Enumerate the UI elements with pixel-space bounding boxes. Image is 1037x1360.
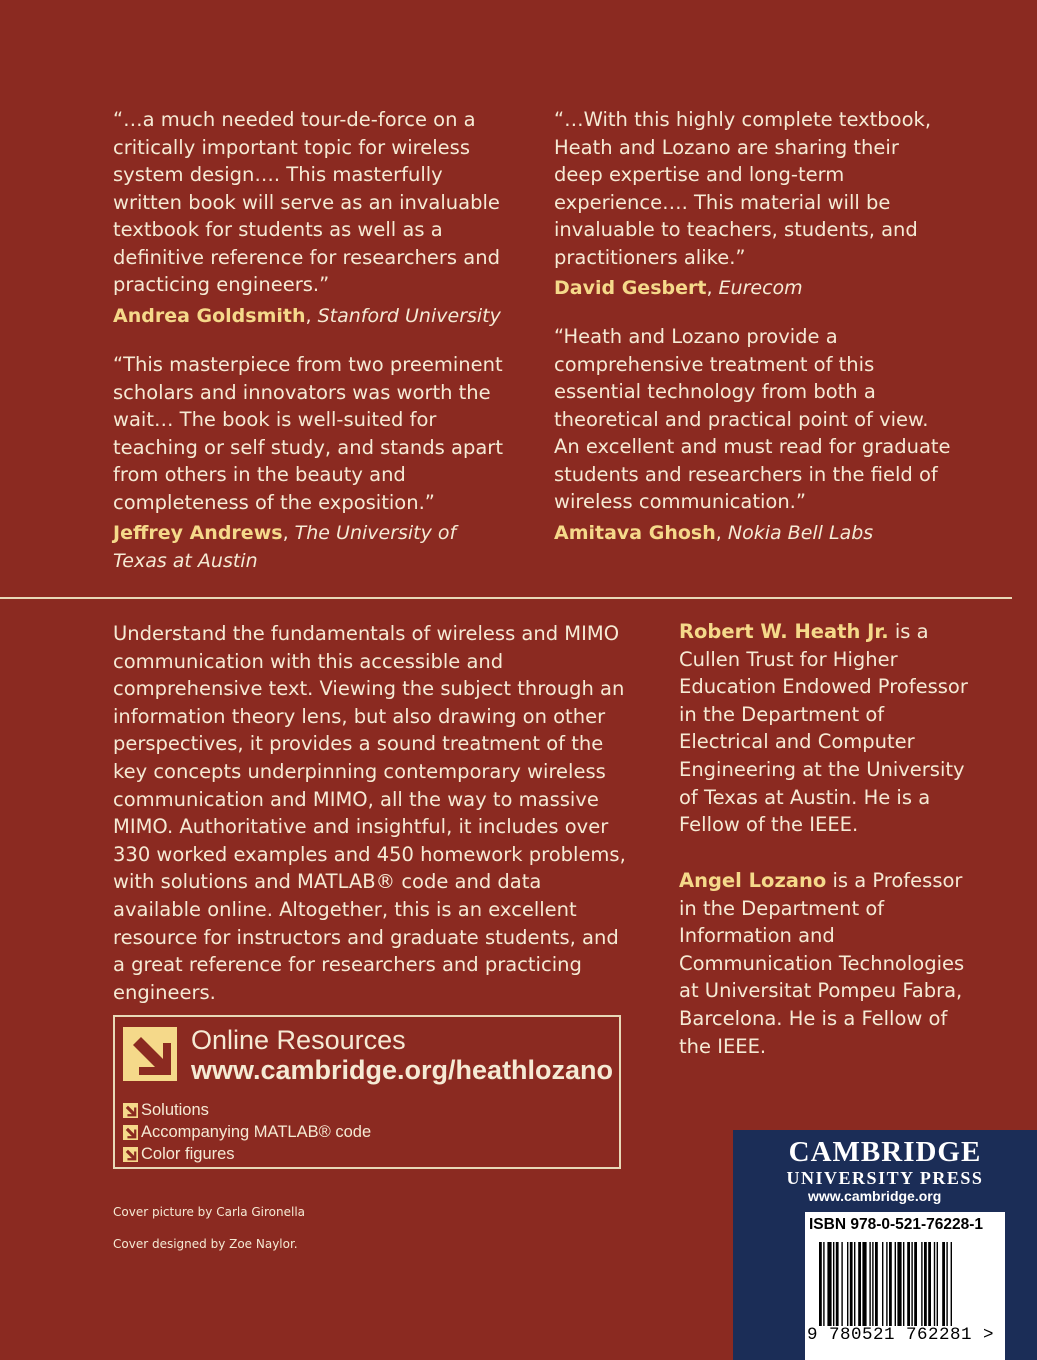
- arrow-down-right-icon: [123, 1147, 138, 1162]
- publisher-block: [733, 1130, 1037, 1360]
- arrow-down-right-icon: [123, 1103, 138, 1118]
- barcode-bar: [946, 1242, 947, 1326]
- quote-text: “…a much needed tour-de-force on a critically important topic for wireless system design…. This masterfully written book will serve as an invaluable textbook for students as well as a definitive reference for researchers and practicing engineers.”: [113, 108, 500, 296]
- barcode-bar: [921, 1242, 922, 1326]
- barcode-bar: [850, 1242, 853, 1326]
- resource-item-label: Solutions: [141, 1101, 209, 1119]
- quote-andrews: [113, 351, 505, 575]
- publisher-press: UNIVERSITY PRESS: [786, 1168, 984, 1188]
- barcode-bar: [924, 1242, 927, 1326]
- quote-affiliation: Eurecom: [718, 277, 803, 299]
- quote-text: “This masterpiece from two preeminent scholars and innovators was worth the wait… The book is well-suited for teaching or self study, and stands apart from others in the beauty and completeness of the exposition.”: [113, 353, 503, 514]
- online-resources-url[interactable]: www.cambridge.org/heathlozano: [191, 1055, 614, 1085]
- barcode-bar: [854, 1242, 855, 1326]
- barcode-bar: [833, 1242, 834, 1326]
- quote-author: Jeffrey Andrews: [113, 522, 283, 544]
- section-divider: [0, 597, 1012, 599]
- book-description: Understand the fundamentals of wireless and MIMO communication with this accessible and comprehensive text. Viewing the subject through an information theory lens, but also drawing on other perspectives, it provides a sound treatment of the key concepts underpinning contemporary wireless communication and MIMO, all the way to massive MIMO. Authoritative and insightful, it includes over 330 worked examples and 450 homework problems, with solutions and MATLAB® code and data available online. Altogether, this is an excellent resource for instructors and graduate students, and a great reference for researchers and practicing engineers.: [113, 622, 626, 1004]
- barcode-bar: [903, 1242, 904, 1326]
- author-bio-heath: [679, 618, 979, 839]
- quote-author: David Gesbert: [554, 277, 707, 299]
- barcode-bar: [895, 1242, 896, 1326]
- barcode-bar: [847, 1242, 848, 1326]
- barcode-bar: [882, 1242, 883, 1326]
- barcode-bar: [911, 1242, 912, 1326]
- barcode-bar: [862, 1242, 866, 1326]
- online-resources-box: [113, 1015, 621, 1169]
- barcode-bar: [928, 1242, 931, 1326]
- barcode: [805, 1212, 1005, 1360]
- barcode-bar: [914, 1242, 917, 1326]
- resource-item-label: Accompanying MATLAB® code: [141, 1123, 372, 1141]
- barcode-bar: [907, 1242, 910, 1326]
- author-bio-text: is a Cullen Trust for Higher Education Endowed Professor in the Department of Electrical and Computer Engineering at the University of Texas at Austin. He is a Fellow of the IEEE.: [679, 620, 968, 837]
- barcode-bar: [897, 1242, 901, 1326]
- barcode-bar: [942, 1242, 945, 1326]
- barcode-bar: [819, 1242, 822, 1326]
- quote-gesbert: [554, 106, 944, 303]
- quote-affiliation: Stanford University: [317, 304, 501, 327]
- barcode-bars: [819, 1242, 995, 1326]
- cover-design-credit: Cover designed by Zoe Naylor.: [113, 1237, 298, 1251]
- quote-author: Andrea Goldsmith: [113, 304, 306, 327]
- isbn-label: ISBN 978-0-521-76228-1: [809, 1216, 984, 1233]
- barcode-bar: [937, 1242, 938, 1326]
- quote-text: “…With this highly complete textbook, Heath and Lozano are sharing their deep expertise and long-term experience…. This material will be invaluable to teachers, students, and practitioners alike.”: [554, 108, 932, 269]
- quote-attribution: David Gesbert, Eurecom: [554, 277, 803, 299]
- quote-attribution: Andrea Goldsmith, Stanford University: [113, 304, 501, 327]
- barcode-bar: [889, 1242, 892, 1326]
- barcode-bar: [872, 1242, 873, 1326]
- arrow-down-right-icon: [123, 1125, 138, 1140]
- publisher-name: CAMBRIDGE: [788, 1136, 982, 1168]
- quote-text: “Heath and Lozano provide a comprehensive treatment of this essential technology from both a theoretical and practical point of view. An excellent and must read for graduate students and researchers in the field of wireless communication.”: [554, 325, 951, 513]
- quote-affiliation: The University of Texas at Austin: [113, 522, 457, 572]
- list-item: [123, 1121, 371, 1143]
- online-resources-list: [123, 1099, 371, 1165]
- quote-attribution: Amitava Ghosh, Nokia Bell Labs: [554, 521, 874, 544]
- list-item: [123, 1099, 371, 1121]
- author-bio-text: is a Professor in the Department of Information and Communication Technologies at Universitat Pompeu Fabra, Barcelona. He is a Fellow of the IEEE.: [679, 869, 965, 1058]
- barcode-bar: [823, 1242, 824, 1326]
- barcode-bar: [827, 1242, 831, 1326]
- list-item: [123, 1143, 371, 1165]
- barcode-bar: [875, 1242, 878, 1326]
- quote-affiliation: Nokia Bell Labs: [727, 521, 874, 544]
- barcode-bar: [886, 1242, 887, 1326]
- barcode-bar: [841, 1242, 842, 1326]
- barcode-bar: [858, 1242, 861, 1326]
- author-bio-lozano: [679, 867, 979, 1060]
- online-resources-title: Online Resources: [191, 1025, 406, 1055]
- publisher-website[interactable]: www.cambridge.org: [808, 1188, 942, 1204]
- resource-item-label: Color figures: [141, 1145, 235, 1163]
- arrow-down-right-icon: [123, 1027, 177, 1081]
- barcode-bar: [869, 1242, 870, 1326]
- quote-ghosh: [554, 323, 959, 547]
- quote-author: Amitava Ghosh: [554, 521, 716, 544]
- author-name: Robert W. Heath Jr.: [679, 620, 889, 643]
- quote-goldsmith: [113, 106, 513, 330]
- cover-picture-credit: Cover picture by Carla Gironella: [113, 1205, 306, 1219]
- barcode-bar: [836, 1242, 839, 1326]
- barcode-digits: 9 780521 762281 >: [807, 1325, 995, 1345]
- author-name: Angel Lozano: [679, 869, 827, 892]
- quote-attribution: Jeffrey Andrews, The University of Texas at Austin: [113, 522, 457, 572]
- barcode-bar: [951, 1242, 952, 1326]
- barcode-bar: [934, 1242, 935, 1326]
